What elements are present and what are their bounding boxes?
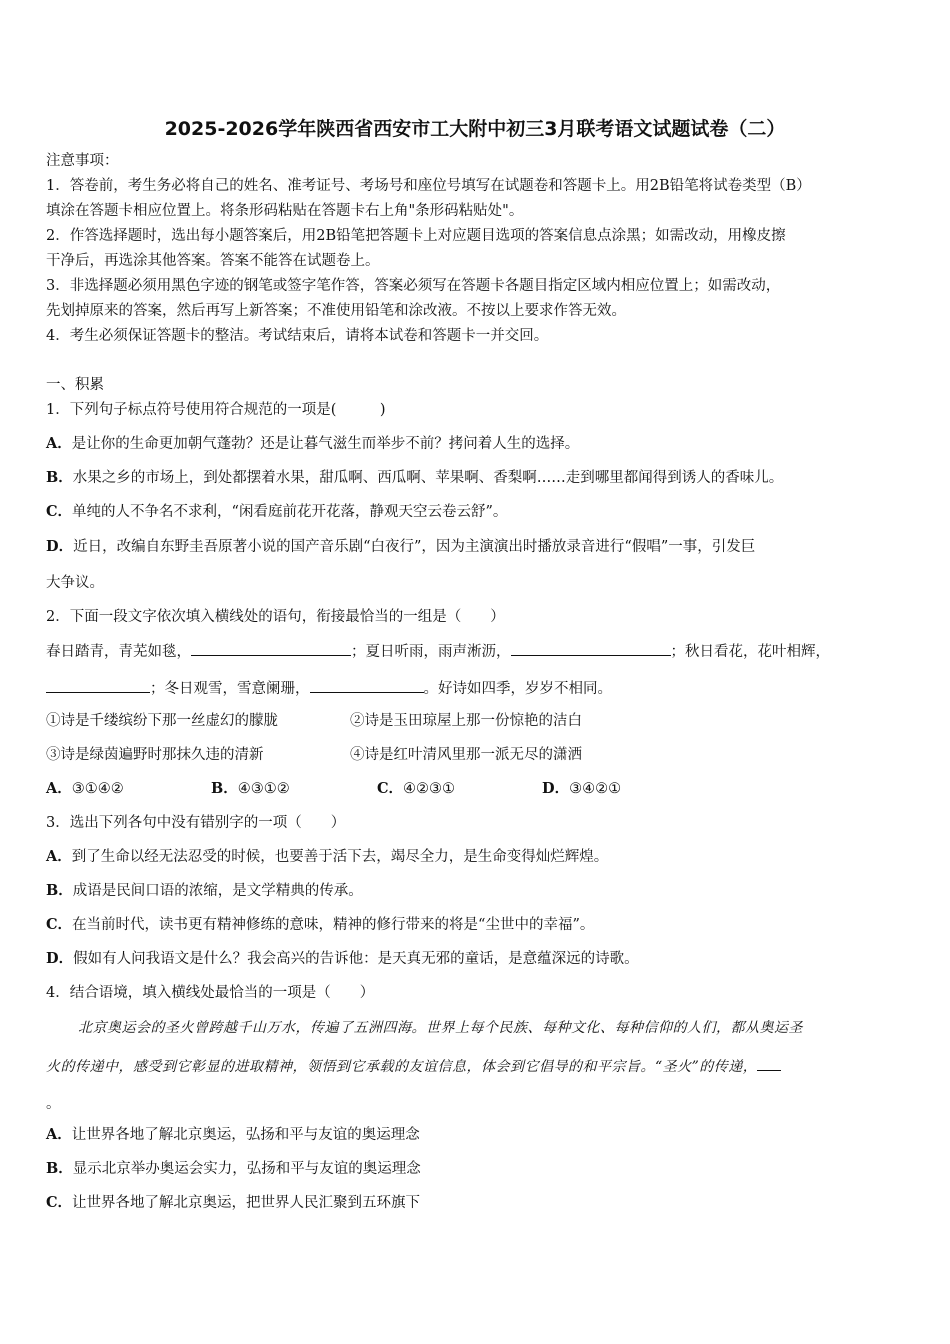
option-label: C． [46, 916, 73, 933]
option-label: C． [46, 1194, 73, 1211]
q2-option-b[interactable] [211, 779, 290, 799]
q1-option-a[interactable] [46, 434, 579, 454]
passage-text: 。好诗如四季，岁岁不相同。 [423, 681, 612, 697]
q4-passage-line-1: 北京奥运会的圣火曾跨越千山万水，传遍了五洲四海。世界上每个民族、每种文化、每种信仰的人们，都从奥运圣 [78, 1020, 803, 1036]
q1-option-d-continued: 大争议。 [46, 575, 104, 591]
notice-line: 4．考生必须保证答题卡的整洁。考试结束后，请将本试卷和答题卡一并交回。 [46, 328, 549, 344]
option-label: D． [46, 538, 74, 555]
notice-line: 3．非选择题必须用黑色字迹的钢笔或签字笔作答，答案必须写在答题卡各题目指定区域内相应位置上；如需改动， [46, 278, 781, 294]
option-text: 假如有人问我语文是什么？我会高兴的告诉他：是天真无邪的童话，是意蕴深远的诗歌。 [73, 951, 639, 967]
q2-option-c[interactable] [377, 779, 455, 799]
notice-line: 2．作答选择题时，选出每小题答案后，用2B铅笔把答题卡上对应题目选项的答案信息点涂黑；如需改动，用橡皮擦 [46, 228, 786, 244]
option-text: ③④②① [569, 781, 622, 797]
q4-passage-line-3: 。 [46, 1096, 61, 1112]
question-1-stem: 1．下列句子标点符号使用符合规范的一项是( ) [46, 402, 386, 418]
exam-title: 2025-2026学年陕西省西安市工大附中初三3月联考语文试题试卷（二） [164, 118, 786, 140]
option-text: 到了生命以经无法忍受的时候，也要善于活下去，竭尽全力，是生命变得灿烂辉煌。 [71, 849, 609, 865]
q2-item: ④诗是红叶清风里那一派无尽的潇洒 [350, 747, 582, 763]
option-text: 让世界各地了解北京奥运，把世界人民汇聚到五环旗下 [72, 1195, 421, 1211]
option-text: ③①④② [71, 781, 124, 797]
q3-option-d[interactable] [46, 949, 639, 969]
q1-option-c[interactable] [46, 502, 507, 522]
option-text: 单纯的人不争名不求利，“闲看庭前花开花落，静观天空云卷云舒”。 [72, 504, 508, 520]
q1-option-d[interactable] [46, 537, 755, 557]
q4-passage-line-2 [46, 1056, 781, 1077]
option-text: 成语是民间口语的浓缩，是文学精典的传承。 [72, 883, 363, 899]
fill-blank[interactable] [46, 678, 150, 693]
option-label: A． [46, 848, 72, 865]
option-label: A． [46, 780, 72, 797]
q2-item: ①诗是千缕缤纷下那一丝虚幻的朦胧 [46, 713, 278, 729]
option-text: 是让你的生命更加朝气蓬勃？还是让暮气滋生而举步不前？拷问着人生的选择。 [71, 436, 580, 452]
option-text: 水果之乡的市场上，到处都摆着水果，甜瓜啊、西瓜啊、苹果啊、香梨啊……走到哪里都闻得到诱人的香味儿。 [72, 470, 784, 486]
q2-passage-line-2 [46, 678, 612, 699]
q4-option-c[interactable] [46, 1193, 420, 1213]
question-2-stem: 2．下面一段文字依次填入横线处的语句，衔接最恰当的一组是（ ） [46, 609, 505, 625]
fill-blank[interactable] [310, 678, 424, 693]
passage-text: ；夏日听雨，雨声淅沥， [351, 644, 511, 660]
q1-option-b[interactable] [46, 468, 783, 488]
q4-option-a[interactable] [46, 1125, 420, 1145]
option-text: 显示北京举办奥运会实力，弘扬和平与友谊的奥运理念 [72, 1161, 421, 1177]
q3-option-a[interactable] [46, 847, 608, 867]
q2-item: ③诗是绿茵遍野时那抹久违的清新 [46, 747, 264, 763]
notice-line: 填涂在答题卡相应位置上。将条形码粘贴在答题卡右上角"条形码粘贴处"。 [46, 203, 524, 219]
option-label: A． [46, 435, 72, 452]
notice-line: 干净后，再选涂其他答案。答案不能答在试题卷上。 [46, 253, 380, 269]
option-label: B． [46, 882, 73, 899]
option-text: ④②③① [403, 781, 456, 797]
option-text: 让世界各地了解北京奥运，弘扬和平与友谊的奥运理念 [71, 1127, 420, 1143]
option-label: B． [211, 780, 238, 797]
q3-option-c[interactable] [46, 915, 594, 935]
fill-blank[interactable] [757, 1056, 781, 1071]
fill-blank[interactable] [191, 641, 351, 656]
option-label: C． [377, 780, 404, 797]
option-label: B． [46, 1160, 73, 1177]
option-text: 近日，改编自东野圭吾原著小说的国产音乐剧“白夜行”，因为主演演出时播放录音进行“假唱”一事，引发巨 [73, 539, 756, 555]
passage-text: 火的传递中，感受到它彰显的进取精神，领悟到它承载的友谊信息，体会到它倡导的和平宗旨。“圣火”的传递， [46, 1059, 758, 1075]
q2-item: ②诗是玉田琼屋上那一份惊艳的洁白 [350, 713, 582, 729]
fill-blank[interactable] [511, 641, 671, 656]
option-label: B． [46, 469, 73, 486]
q2-passage-line-1 [46, 641, 830, 662]
question-3-stem: 3．选出下列各句中没有错别字的一项（ ） [46, 815, 346, 831]
notice-line: 先划掉原来的答案，然后再写上新答案；不准使用铅笔和涂改液。不按以上要求作答无效。 [46, 303, 626, 319]
section-heading: 一、积累 [46, 377, 104, 393]
option-text: ④③①② [237, 781, 290, 797]
q4-option-b[interactable] [46, 1159, 421, 1179]
passage-text: ；冬日观雪，雪意阑珊， [150, 681, 310, 697]
option-label: D． [542, 780, 570, 797]
passage-text: 春日踏青，青芜如毯， [46, 644, 191, 660]
option-label: A． [46, 1126, 72, 1143]
q3-option-b[interactable] [46, 881, 363, 901]
option-text: 在当前时代，读书更有精神修练的意味，精神的修行带来的将是“尘世中的幸福”。 [72, 917, 595, 933]
q2-option-a[interactable] [46, 779, 124, 799]
notice-line: 1．答卷前，考生务必将自己的姓名、准考证号、考场号和座位号填写在试题卷和答题卡上。用2B铅笔将试卷类型（B） [46, 178, 811, 194]
passage-text: ；秋日看花，花叶相辉， [670, 644, 830, 660]
option-label: C． [46, 503, 73, 520]
q2-option-d[interactable] [542, 779, 621, 799]
option-label: D． [46, 950, 74, 967]
question-4-stem: 4．结合语境，填入横线处最恰当的一项是（ ） [46, 985, 375, 1001]
notice-heading: 注意事项： [46, 153, 119, 169]
